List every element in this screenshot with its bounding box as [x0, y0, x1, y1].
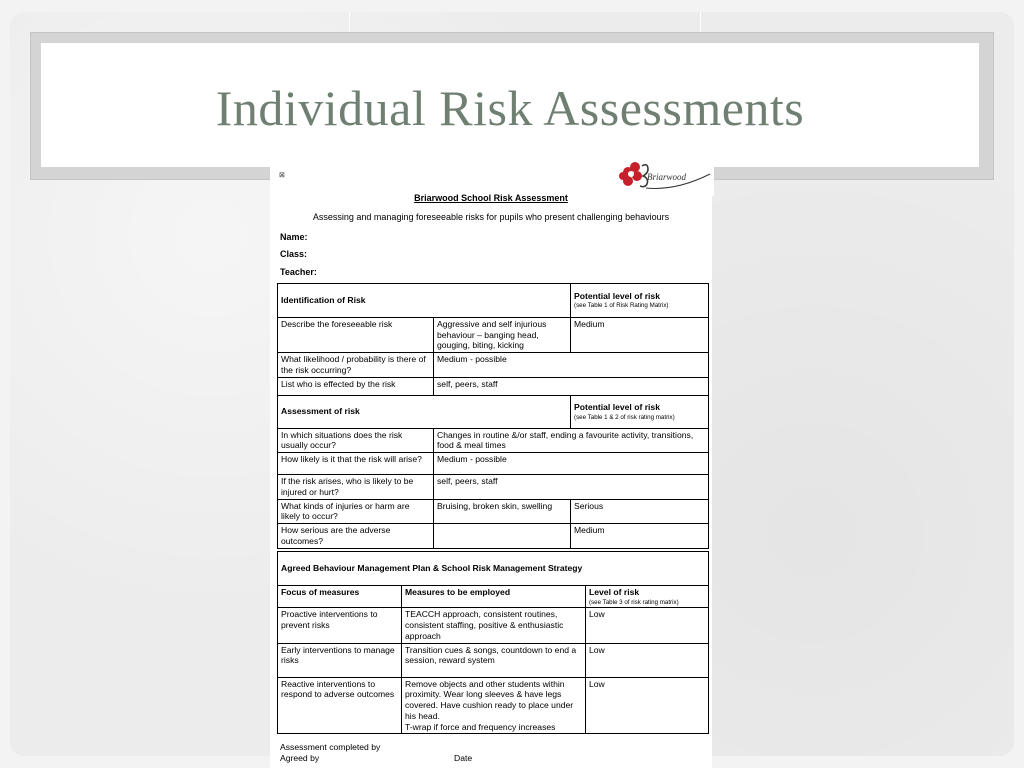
table-cell: Transition cues & songs, countdown to end a session, reward system — [402, 643, 586, 677]
table-row — [278, 643, 709, 677]
field-name: Name: — [280, 232, 308, 242]
table-header-row — [278, 552, 709, 586]
field-class: Class: — [280, 249, 308, 259]
table-cell: Describe the foreseeable risk — [278, 318, 434, 353]
svg-text:Briarwood: Briarwood — [647, 172, 687, 182]
identification-header: Identification of Risk — [278, 284, 571, 318]
risk-table — [277, 283, 709, 549]
title-frame — [30, 32, 994, 180]
table-row — [278, 524, 709, 548]
table-cell: Low — [586, 608, 709, 643]
table-row — [278, 499, 709, 523]
table-row — [278, 677, 709, 734]
agreed-by-label: Agreed by — [280, 753, 320, 763]
management-title: Agreed Behaviour Management Plan & School Risk Management Strategy — [278, 552, 709, 586]
management-table — [277, 551, 709, 734]
table-row — [278, 453, 709, 475]
table-cell: Serious — [571, 499, 709, 523]
table-cell: Medium - possible — [434, 453, 709, 475]
table-cell: Bruising, broken skin, swelling — [434, 499, 571, 523]
risk-assessment-document — [270, 166, 712, 768]
date-label: Date — [454, 753, 473, 763]
table-row — [278, 475, 709, 499]
table-cell: If the risk arises, who is likely to be injured or hurt? — [278, 475, 434, 499]
table-header-row — [278, 284, 709, 318]
table-cell: Early interventions to manage risks — [278, 643, 402, 677]
table-cell: Low — [586, 677, 709, 734]
table-cell — [434, 524, 571, 548]
table-cell: In which situations does the risk usually occur? — [278, 428, 434, 452]
table-cell: What kinds of injuries or harm are likely to occur? — [278, 499, 434, 523]
table-row — [278, 377, 709, 395]
table-cell: Reactive interventions to respond to adverse outcomes — [278, 677, 402, 734]
document-subtitle: Assessing and managing foreseeable risks for pupils who present challenging behaviours — [312, 212, 670, 222]
column-header: Measures to be employed — [402, 586, 586, 608]
identification-level-header: Potential level of risk (see Table 1 of Risk Rating Matrix) — [571, 284, 709, 318]
table-cell: Medium — [571, 524, 709, 548]
table-cell: Changes in routine &/or staff, ending a favourite activity, transitions, food & meal times — [434, 428, 709, 452]
table-cell: List who is effected by the risk — [278, 377, 434, 395]
table-cell: self, peers, staff — [434, 377, 709, 395]
column-header: Focus of measures — [278, 586, 402, 608]
table-cell: Medium - possible — [434, 353, 709, 377]
table-cell: TEACCH approach, consistent routines, consistent staffing, positive & enthusiastic approach — [402, 608, 586, 643]
table-row — [278, 318, 709, 353]
completed-by-label: Assessment completed by — [280, 742, 381, 752]
table-row — [278, 353, 709, 377]
placeholder-icon: ⊠ — [279, 172, 285, 179]
table-cell: How likely is it that the risk will arise? — [278, 453, 434, 475]
assessment-header: Assessment of risk — [278, 395, 571, 428]
table-cell: Proactive interventions to prevent risks — [278, 608, 402, 643]
table-cell: Remove objects and other students within proximity. Wear long sleeves & have legs covered. Have cushion ready to place under his head. T-wrap if force and frequency increases — [402, 677, 586, 734]
briarwood-logo — [616, 158, 714, 196]
table-row — [278, 428, 709, 452]
table-cell: Low — [586, 643, 709, 677]
field-teacher: Teacher: — [280, 267, 317, 277]
slide-title: Individual Risk Assessments — [215, 80, 805, 136]
table-cell: How serious are the adverse outcomes? — [278, 524, 434, 548]
table-cell: self, peers, staff — [434, 475, 709, 499]
table-cell: Aggressive and self injurious behaviour – banging head, gouging, biting, kicking — [434, 318, 571, 353]
column-header: Level of risk (see Table 3 of risk rating matrix) — [586, 586, 709, 608]
table-header-row — [278, 586, 709, 608]
table-cell: What likelihood / probability is there of the risk occurring? — [278, 353, 434, 377]
table-row — [278, 608, 709, 643]
assessment-level-header: Potential level of risk (see Table 1 & 2 of risk rating matrix) — [571, 395, 709, 428]
table-cell: Medium — [571, 318, 709, 353]
table-header-row — [278, 395, 709, 428]
title-panel — [41, 43, 979, 167]
document-title: Briarwood School Risk Assessment — [414, 193, 568, 203]
